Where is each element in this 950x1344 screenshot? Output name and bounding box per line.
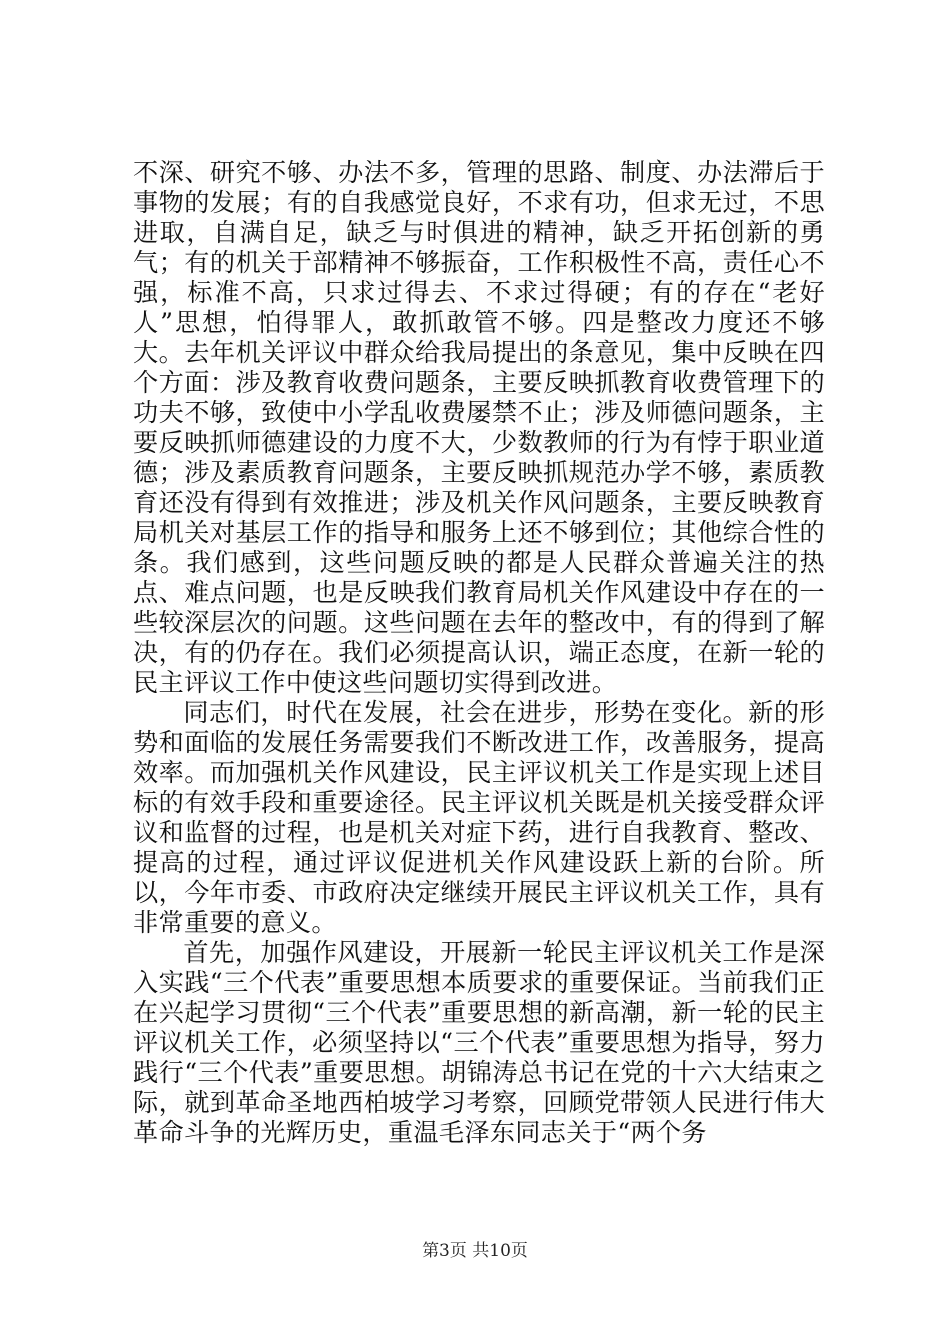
paragraph-first-point: 首先，加强作风建设，开展新一轮民主评议机关工作是深入实践“三个代表”重要思想本质要求的重要保证。当前我们正在兴起学习贯彻“三个代表”重要思想的新高潮，新一轮的民主评议机关工作，必须坚持以“三个代表”重要思想为指导，努力践行“三个代表”重要思想。胡锦涛总书记在党的十六大结束之际，就到革命圣地西柏坡学习考察，回顾党带领人民进行伟大革命斗争的光辉历史，重温毛泽东同志关于“两个务 <box>133 938 825 1147</box>
page-number-footer: 第3页 共10页 <box>422 1241 528 1261</box>
paragraph-comrades: 同志们，时代在发展，社会在进步，形势在变化。新的形势和面临的发展任务需要我们不断改进工作，改善服务，提高效率。而加强机关作风建设，民主评议机关工作是实现上述目标的有效手段和重要途径。民主评议机关既是机关接受群众评议和监督的过程，也是机关对症下药，进行自我教育、整改、提高的过程，通过评议促进机关作风建设跃上新的台阶。所以，今年市委、市政府决定继续开展民主评议机关工作，具有非常重要的意义。 <box>133 698 825 937</box>
paragraph-continuation: 不深、研究不够、办法不多，管理的思路、制度、办法滞后于事物的发展；有的自我感觉良好，不求有功，但求无过，不思进取，自满自足，缺乏与时俱进的精神，缺乏开拓创新的勇气；有的机关于部精神不够振奋，工作积极性不高，责任心不强，标准不高，只求过得去、不求过得硬；有的存在“老好人”思想，怕得罪人，敢抓敢管不够。四是整改力度还不够大。去年机关评议中群众给我局提出的条意见，集中反映在四个方面：涉及教育收费问题条，主要反映抓教育收费管理下的功夫不够，致使中小学乱收费屡禁不止；涉及师德问题条，主要反映抓师德建设的力度不大，少数教师的行为有悖于职业道德；涉及素质教育问题条，主要反映抓规范办学不够，素质教育还没有得到有效推进；涉及机关作风问题条，主要反映教育局机关对基层工作的指导和服务上还不够到位；其他综合性的条。我们感到，这些问题反映的都是人民群众普遍关注的热点、难点问题，也是反映我们教育局机关作风建设中存在的一些较深层次的问题。这些问题在去年的整改中，有的得到了解决，有的仍存在。我们必须提高认识，端正态度，在新一轮的民主评议工作中使这些问题切实得到改进。 <box>133 158 825 697</box>
document-body <box>133 158 825 1148</box>
